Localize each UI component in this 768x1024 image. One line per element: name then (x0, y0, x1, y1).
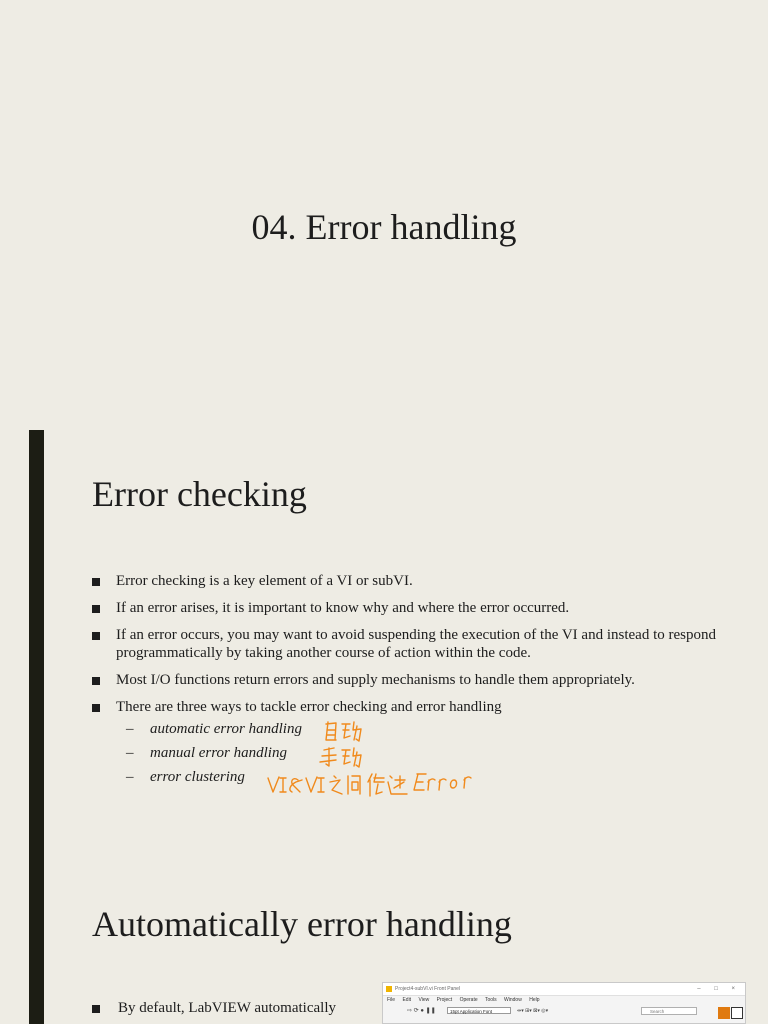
dash-icon: – (126, 769, 134, 785)
labview-app-icon (386, 986, 392, 992)
dash-icon: – (126, 721, 134, 737)
list-item (92, 626, 722, 662)
run-controls-icon: ⇨ ⟳ ● ❚❚ (407, 1008, 436, 1014)
bullet-square-icon (92, 605, 100, 613)
bullet-square-icon (92, 632, 100, 640)
slide-title: 04. Error handling (251, 207, 517, 247)
list-item (92, 599, 722, 617)
menu-help: Help (529, 997, 540, 1003)
menu-window: Window (504, 997, 522, 1003)
thumbnail-window-title: Project4-subVI.vi Front Panel (395, 986, 461, 992)
bullet-text: Error checking is a key element of a VI or subVI. (116, 573, 413, 589)
menu-tools: Tools (484, 997, 497, 1003)
thumbnail-menubar (383, 996, 745, 1005)
handwritten-notes (262, 718, 492, 808)
menu-operate: Operate (459, 997, 478, 1003)
list-item (92, 572, 722, 590)
font-selector: 15pt Application Font (447, 1007, 511, 1014)
bullet-square-icon (92, 1005, 100, 1013)
labview-front-panel-screenshot (382, 982, 746, 1024)
bullet-text: There are three ways to tackle error checking and error handling (116, 699, 502, 715)
bullet-square-icon (92, 578, 100, 586)
window-controls: – □ × (697, 986, 741, 992)
menu-view: View (418, 997, 430, 1003)
list-item (92, 671, 722, 689)
sub-bullet-text: error clustering (150, 769, 245, 785)
connector-pane-icon (731, 1007, 743, 1019)
automatic-error-handling-bullets (92, 998, 362, 1018)
accent-bar (29, 430, 44, 1024)
menu-file: File (387, 997, 396, 1003)
bullet-text: Most I/O functions return errors and supply mechanisms to handle them appropriately. (116, 672, 635, 688)
menu-edit: Edit (402, 997, 412, 1003)
bullet-text: If an error arises, it is important to know why and where the error occurred. (116, 600, 570, 616)
sub-bullet-text: manual error handling (150, 745, 287, 761)
bullet-square-icon (92, 677, 100, 685)
bullet-text: By default, LabVIEW automatically (118, 1000, 336, 1016)
thumbnail-toolbar (383, 1005, 745, 1017)
thumbnail-titlebar (383, 983, 745, 996)
automatic-error-handling-heading: Automatically error handling (92, 904, 512, 944)
list-item (92, 998, 362, 1018)
error-checking-heading: Error checking (92, 474, 307, 514)
vi-icon (718, 1007, 730, 1019)
bullet-text: If an error occurs, you may want to avoid suspending the execution of the VI and instead to respond programmatically by taking another course of action within the code. (116, 627, 716, 661)
align-tools-icon: ⇹▾ ⊞▾ ⊠▾ ◎▾ (517, 1008, 549, 1014)
menu-project: Project (436, 997, 453, 1003)
search-field: Search (641, 1007, 697, 1015)
bullet-square-icon (92, 704, 100, 712)
dash-icon: – (126, 745, 134, 761)
sub-bullet-text: automatic error handling (150, 721, 302, 737)
